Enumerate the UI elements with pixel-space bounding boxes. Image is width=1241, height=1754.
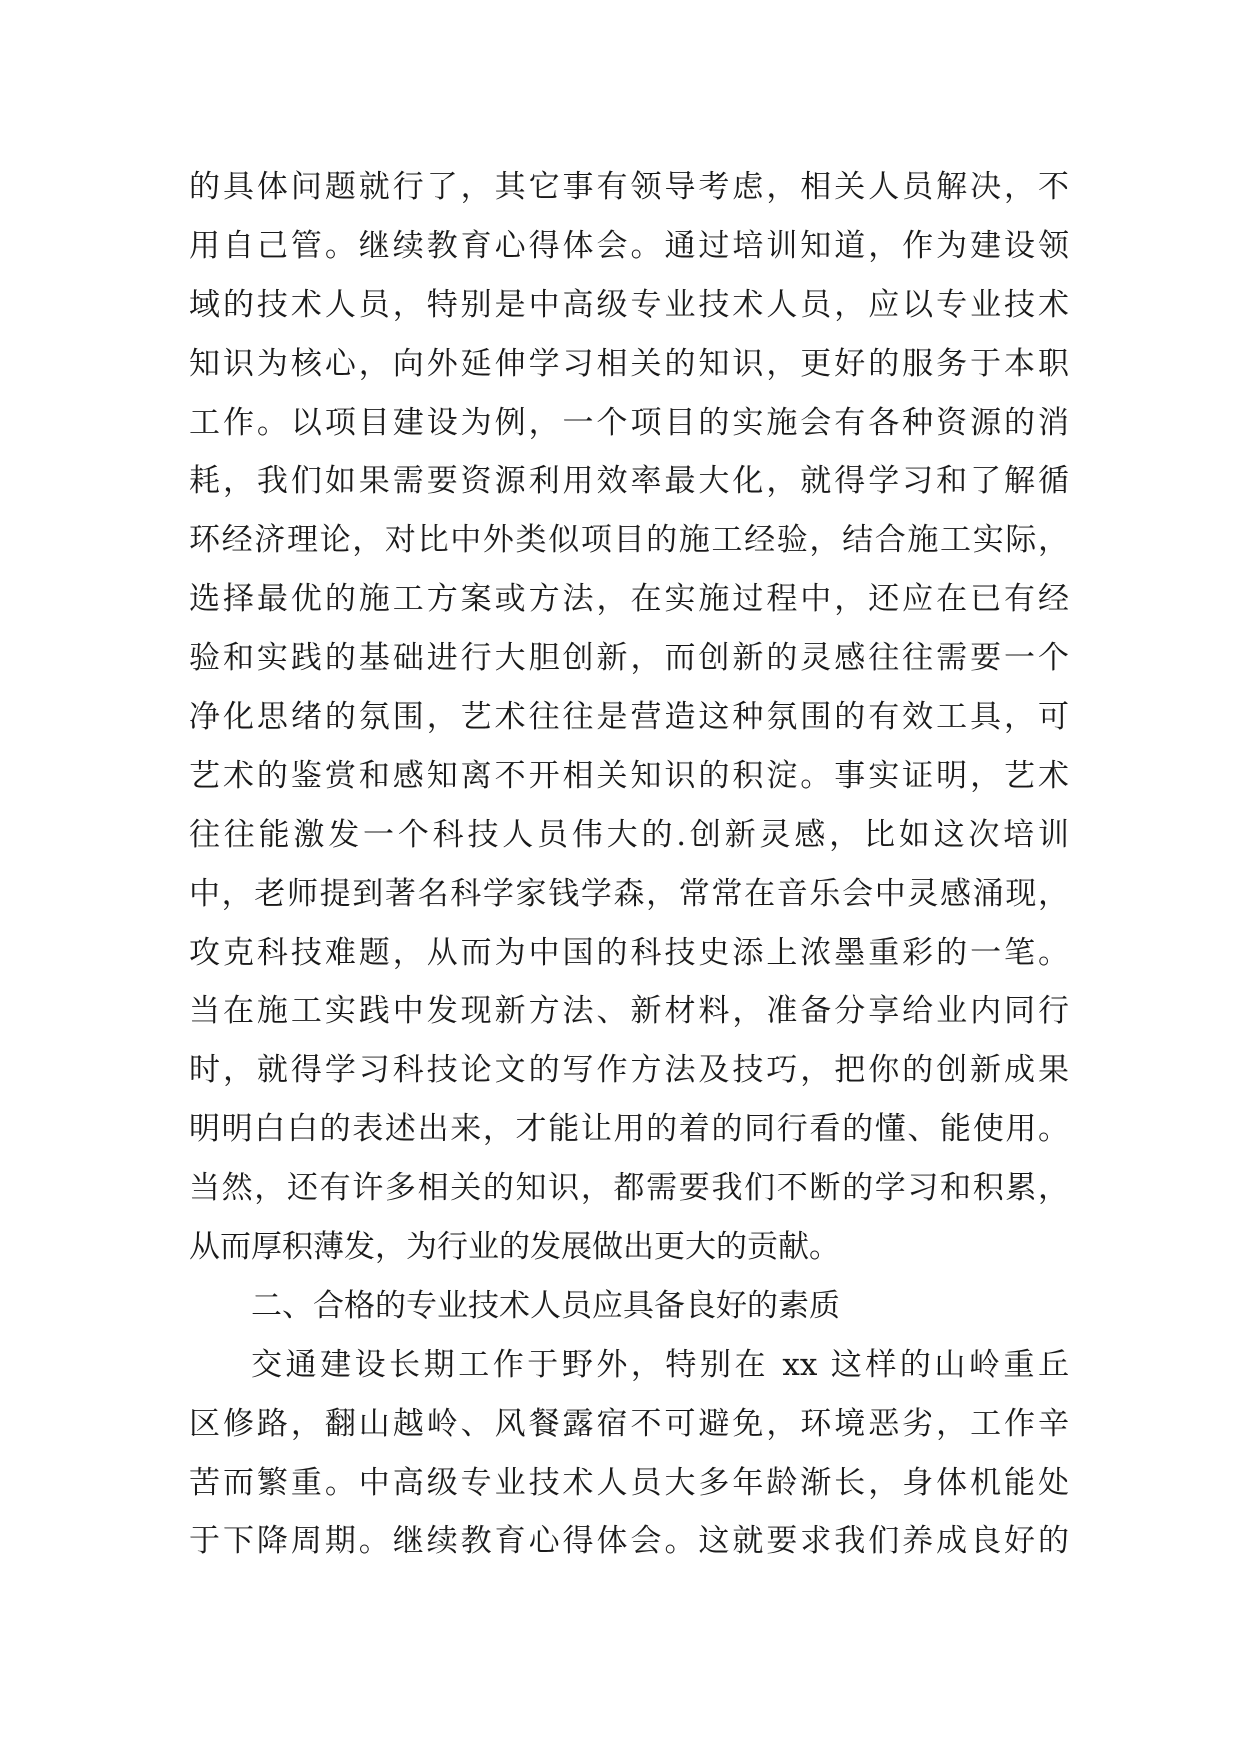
- section-heading: 二、合格的专业技术人员应具备良好的素质: [251, 1287, 840, 1324]
- text-line: 当然，还有许多相关的知识，都需要我们不断的学习和积累，: [189, 1170, 1069, 1207]
- text-line: 当在施工实践中发现新方法、新材料，准备分享给业内同行: [189, 993, 1069, 1030]
- text-line: 交通建设长期工作于野外，特别在 xx 这样的山岭重丘: [251, 1346, 1069, 1383]
- text-line: 明明白白的表述出来，才能让用的着的同行看的懂、能使用。: [189, 1111, 1069, 1148]
- text-line: 于下降周期。继续教育心得体会。这就要求我们养成良好的: [189, 1523, 1069, 1560]
- text-line: 域的技术人员，特别是中高级专业技术人员，应以专业技术: [189, 286, 1069, 323]
- text-line: 时，就得学习科技论文的写作方法及技巧，把你的创新成果: [189, 1052, 1069, 1089]
- body-text: [189, 158, 1069, 1571]
- text-line: 净化思绪的氛围，艺术往往是营造这种氛围的有效工具，可: [189, 699, 1069, 736]
- text-line: 验和实践的基础进行大胆创新，而创新的灵感往往需要一个: [189, 640, 1069, 677]
- text-line: 中，老师提到著名科学家钱学森，常常在音乐会中灵感涌现，: [189, 875, 1069, 912]
- text-line: 用自己管。继续教育心得体会。通过培训知道，作为建设领: [189, 227, 1069, 264]
- text-line: 耗，我们如果需要资源利用效率最大化，就得学习和了解循: [189, 463, 1069, 500]
- text-line: 知识为核心，向外延伸学习相关的知识，更好的服务于本职: [189, 345, 1069, 382]
- text-line: 往往能激发一个科技人员伟大的.创新灵感，比如这次培训: [189, 816, 1069, 853]
- text-line: 艺术的鉴赏和感知离不开相关知识的积淀。事实证明，艺术: [189, 757, 1069, 794]
- text-line: 环经济理论，对比中外类似项目的施工经验，结合施工实际，: [189, 522, 1069, 559]
- text-line: 工作。以项目建设为例，一个项目的实施会有各种资源的消: [189, 404, 1069, 441]
- text-line: 攻克科技难题，从而为中国的科技史添上浓墨重彩的一笔。: [189, 934, 1069, 971]
- text-line: 从而厚积薄发，为行业的发展做出更大的贡献。: [189, 1229, 840, 1266]
- text-line: 区修路，翻山越岭、风餐露宿不可避免，环境恶劣，工作辛: [189, 1405, 1069, 1442]
- text-line: 苦而繁重。中高级专业技术人员大多年龄渐长，身体机能处: [189, 1464, 1069, 1501]
- text-line: 选择最优的施工方案或方法，在实施过程中，还应在已有经: [189, 581, 1069, 618]
- text-line: 的具体问题就行了，其它事有领导考虑，相关人员解决，不: [189, 169, 1069, 205]
